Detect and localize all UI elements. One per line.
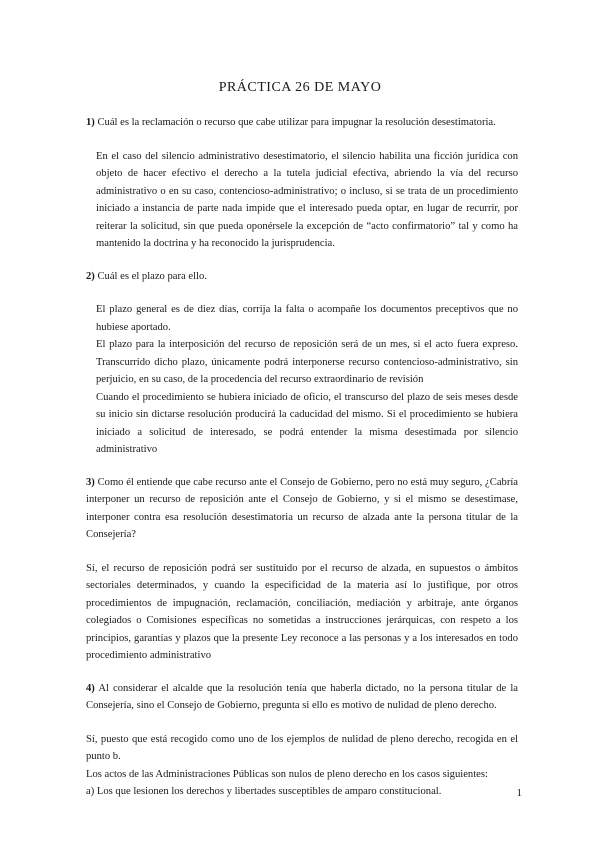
answer-2-paragraph-1: El plazo general es de diez días, corrija la falta o acompañe los documentos preceptivos que no hubiese aportado. (96, 304, 518, 333)
answer-2-paragraph-2: El plazo para la interposición del recurso de reposición será de un mes, si el acto fuera expreso. Transcurrido dicho plazo, únicamente podrá interponerse recurso contencioso-administrativo, sin perjuicio, en su caso, de la procedencia del recurso extraordinario de revisión (96, 339, 518, 385)
answer-4-paragraph-2: Los actos de las Administraciones Públicas son nulos de pleno derecho en los casos siguientes: (86, 768, 488, 780)
answer-3 (86, 560, 518, 665)
question-3-text: Como él entiende que cabe recurso ante el Consejo de Gobierno, pero no está muy seguro, ¿Cabría interponer un recurso de reposición ante el Consejo de Gobierno, y si el mismo se desestimase, interponer contra esa resolución desestimatoria un recurso de alzada ante la persona titular de la Consejería? (86, 476, 518, 540)
page-number: 1 (516, 787, 522, 799)
question-4-text: Al considerar el alcalde que la resolución tenía que haberla dictado, no la persona titular de la Consejería, sino el Consejo de Gobierno, pregunta si ello es motivo de nulidad de pleno derecho. (86, 682, 518, 711)
question-1 (86, 114, 518, 132)
question-3 (86, 474, 518, 544)
answer-1-paragraph: En el caso del silencio administrativo desestimatorio, el silencio habilita una ficción jurídica con objeto de hacer efectivo el derecho a la tutela judicial efectiva, abriendo la vía del recurso administrativo o en su caso, contencioso-administrativo; o incluso, si se trata de un procedimiento iniciado a instancia de parte nada impide que el interesado pueda optar, en lugar de recurrir, por reiterar la solicitud, sin que pueda oponérsele la excepción de “acto confirmatorio” tal y como ha mantenido la doctrina y ha reconocido la jurisprudencia. (96, 150, 518, 249)
question-4-number: 4) (86, 682, 95, 694)
answer-3-paragraph: Sí, el recurso de reposición podrá ser sustituido por el recurso de alzada, en supuestos o ámbitos sectoriales determinados, y cuando la especificidad de la materia así lo justifique, por otros procedimientos de impugnación, reclamación, conciliación, mediación y arbitraje, ante órganos colegiados o Comisiones específicas no sometidas a instrucciones jerárquicas, con respeto a los principios, garantías y plazos que la presente Ley reconoce a las personas y a los interesados en todo procedimiento administrativo (86, 562, 518, 661)
answer-2-paragraph-3: Cuando el procedimiento se hubiera iniciado de oficio, el transcurso del plazo de seis meses desde su inicio sin dictarse resolución producirá la caducidad del mismo. Si el procedimiento se hubiera iniciado a solicitud de interesado, se podrá entender la misma desestimada por silencio administrativo (96, 391, 518, 455)
document-body (86, 114, 518, 816)
page-title: PRÁCTICA 26 DE MAYO (218, 80, 382, 95)
answer-1 (96, 148, 518, 253)
answer-4 (86, 731, 518, 801)
question-2-text: Cuál es el plazo para ello. (97, 270, 207, 282)
question-4 (86, 680, 518, 715)
question-3-number: 3) (86, 476, 95, 488)
question-2 (86, 268, 518, 286)
question-1-text: Cuál es la reclamación o recurso que cabe utilizar para impugnar la resolución desestimatoria. (97, 117, 496, 128)
question-2-number: 2) (86, 270, 95, 282)
answer-4-paragraph-1: Sí, puesto que está recogido como uno de los ejemplos de nulidad de pleno derecho, recogida en el punto b. (86, 733, 518, 762)
answer-2 (96, 301, 518, 459)
answer-4-paragraph-3: a) Los que lesionen los derechos y libertades susceptibles de amparo constitucional. (86, 786, 442, 797)
question-1-number: 1) (86, 117, 95, 128)
